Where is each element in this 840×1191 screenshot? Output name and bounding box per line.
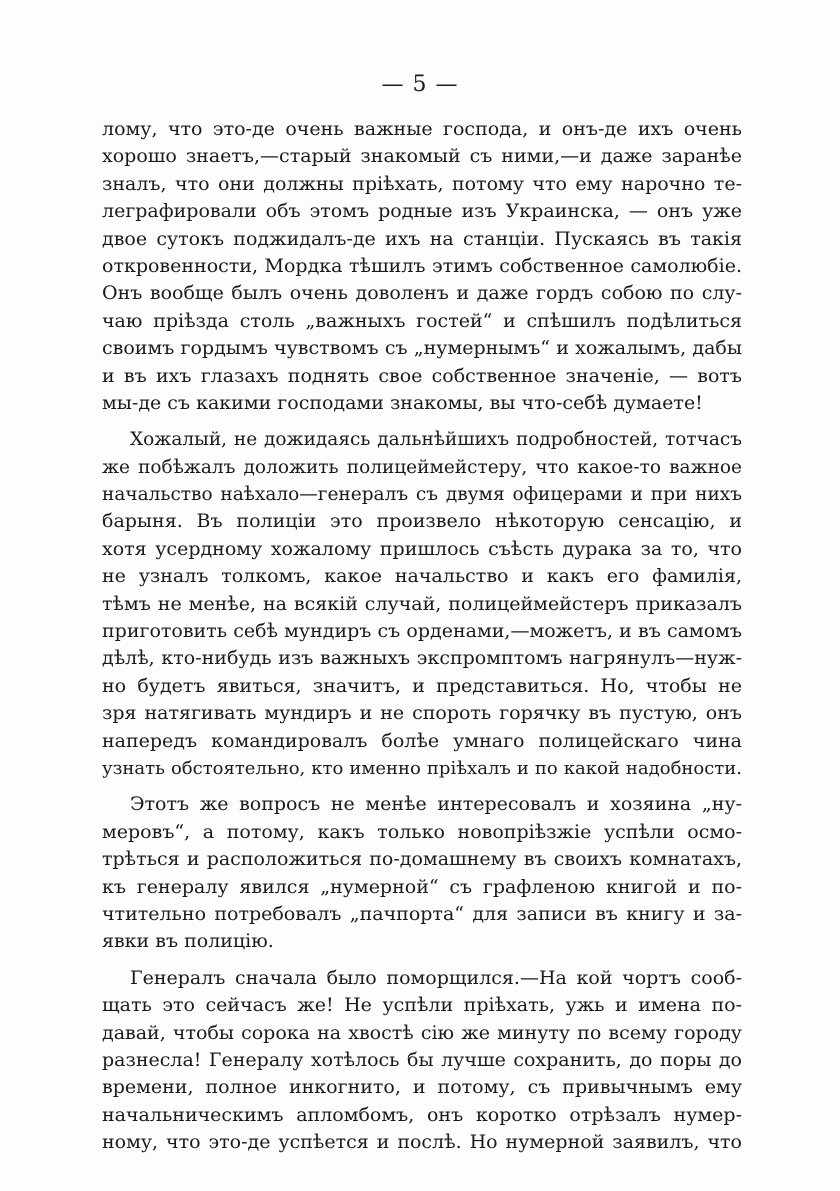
text-line: разнесла! Генералу хотѣлось бы лучше сохранить, до поры до <box>102 1048 742 1071</box>
text-line: не узналъ толкомъ, какое начальство и какъ его фамилія, <box>102 565 742 588</box>
text-line: напередъ командировалъ болѣе умнаго полицейскаго чина <box>102 729 742 752</box>
body-text <box>102 116 742 1156</box>
text-line: трѣться и расположиться по-домашнему въ своихъ комнатахъ, <box>102 848 742 871</box>
text-line: ному, что это-де успѣется и послѣ. Но нумерной заявилъ, что <box>102 1131 742 1154</box>
text-line: чаю пріѣзда столь „важныхъ гостей“ и спѣшилъ подѣлиться <box>102 309 742 332</box>
page-number: — 5 — <box>381 72 459 97</box>
text-line: хорошо знаетъ,—старый знакомый съ ними,—и даже заранѣе <box>102 145 742 168</box>
text-line: тѣмъ не менѣе, на всякій случай, полицеймейстеръ приказалъ <box>102 592 742 615</box>
text-line: лому, что это-де очень важные господа, и онъ-де ихъ очень <box>102 118 742 140</box>
text-line: зря натягивать мундиръ и не спороть горячку въ пустую, онъ <box>102 702 742 725</box>
text-line: двое сутокъ поджидалъ-де ихъ на станціи. Пускаясь въ такія <box>102 227 742 250</box>
text-line: зналъ, что они должны пріѣхать, потому что ему нарочно те- <box>102 172 742 195</box>
text-line: Этотъ же вопросъ не менѣе интересовалъ и хозяина „ну- <box>130 793 742 816</box>
text-line: узнать обстоятельно, кто именно пріѣхалъ и по какой надобности. <box>102 757 742 779</box>
text-line: меровъ“, а потому, какъ только новопріѣзжіе успѣли осмо- <box>102 820 742 843</box>
text-line: дѣлѣ, кто-нибудь изъ важныхъ экспромптомъ нагрянулъ—нуж- <box>102 647 742 670</box>
text-line: приготовить себѣ мундиръ съ орденами,—можетъ, и въ самомъ <box>102 620 742 643</box>
text-line: Онъ вообще былъ очень доволенъ и даже гордъ собою по слу- <box>102 282 742 305</box>
text-line: хотя усердному хожалому пришлось съѣсть дурака за то, что <box>102 537 742 560</box>
text-line: щать это сейчасъ же! Не успѣли пріѣхать, ужь и имена по- <box>102 994 742 1017</box>
text-line: мы-де съ какими господами знакомы, вы что-себѣ думаете! <box>102 391 703 414</box>
text-line: начальническимъ апломбомъ, онъ коротко отрѣзалъ нумер- <box>102 1103 742 1126</box>
text-line: но будетъ явиться, значитъ, и представиться. Но, чтобы не <box>102 674 742 697</box>
text-line: же побѣжалъ доложить полицеймейстеру, что какое-то важное <box>102 456 742 478</box>
paragraph <box>102 426 742 782</box>
text-line: своимъ гордымъ чувствомъ съ „нумернымъ“ и хожалымъ, дабы <box>102 337 742 360</box>
text-line: давай, чтобы сорока на хвостѣ сію же минуту по всему городу <box>102 1021 742 1044</box>
text-line: времени, полное инкогнито, и потому, съ привычнымъ ему <box>102 1076 742 1099</box>
text-line: Генералъ сначала было поморщился.—На кой чортъ сооб- <box>130 966 742 989</box>
text-line: къ генералу явился „нумерной“ съ графленою книгой и по- <box>102 875 742 898</box>
paragraph <box>102 791 742 955</box>
text-line: барыня. Въ полиціи это произвело нѣкоторую сенсацію, и <box>102 510 742 533</box>
paragraph <box>102 116 742 417</box>
text-line: и въ ихъ глазахъ поднять свое собственное значеніе, — вотъ <box>102 364 742 387</box>
text-line: откровенности, Мордка тѣшилъ этимъ собственное самолюбіе. <box>102 254 742 277</box>
text-line: Хожалый, не дожидаясь дальнѣйшихъ подробностей, тотчасъ <box>130 429 742 451</box>
paragraph <box>102 965 742 1157</box>
text-line: явки въ полицію. <box>102 930 274 953</box>
text-line: леграфировали объ этомъ родные изъ Украинска, — онъ уже <box>102 200 742 223</box>
text-line: начальство наѣхало—генералъ съ двумя офицерами и при нихъ <box>102 484 742 506</box>
text-line: чтительно потребовалъ „пачпорта“ для записи въ книгу и за- <box>102 902 742 925</box>
